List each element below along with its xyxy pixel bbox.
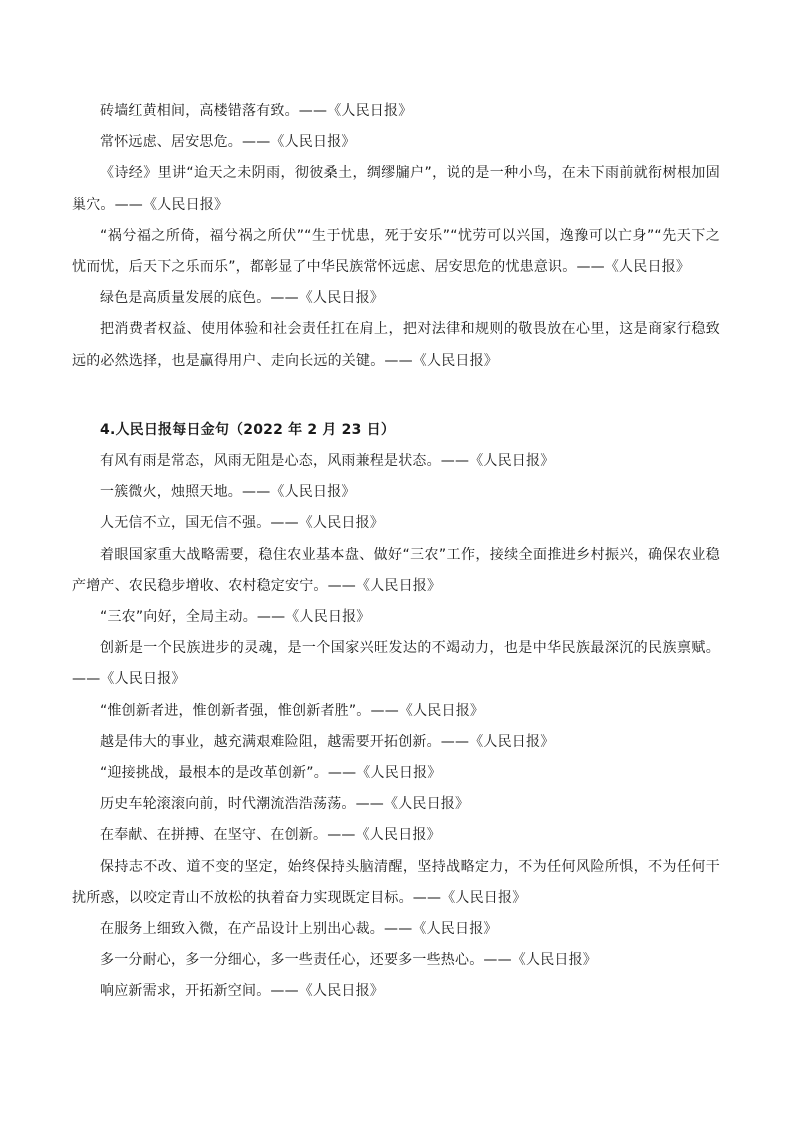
quote-paragraph: 《诗经》里讲“迨天之未阴雨，彻彼桑土，绸缪牖户”，说的是一种小鸟，在未下雨前就衔树根加固巢穴。——《人民日报》 <box>72 165 720 213</box>
quote-paragraph: 把消费者权益、使用体验和社会责任扛在肩上，把对法律和规则的敬畏放在心里，这是商家行稳致远的必然选择，也是赢得用户、走向长远的关键。——《人民日报》 <box>72 321 720 369</box>
document-page <box>72 96 720 1008</box>
quote-paragraph: 在服务上细致入微，在产品设计上别出心裁。——《人民日报》 <box>100 921 498 938</box>
section-gap <box>72 377 720 415</box>
quote-paragraph: “迎接挑战，最根本的是改革创新”。——《人民日报》 <box>100 765 442 782</box>
quote-paragraph: 绿色是高质量发展的底色。——《人民日报》 <box>100 290 384 307</box>
quote-paragraph: 常怀远虑、居安思危。——《人民日报》 <box>100 134 356 151</box>
quote-paragraph: 着眼国家重大战略需要，稳住农业基本盘、做好“三农”工作，接续全面推进乡村振兴，确保农业稳产增产、农民稳步增收、农村稳定安宁。——《人民日报》 <box>72 546 720 594</box>
section-4 <box>72 415 720 1008</box>
quote-paragraph: “祸兮福之所倚，福兮祸之所伏”“生于忧患，死于安乐”“忧劳可以兴国，逸豫可以亡身”“先天下之忧而忧，后天下之乐而乐”，都彰显了中华民族常怀远虑、居安思危的忧患意识。——《人民日报》 <box>72 227 720 276</box>
quote-paragraph: 砖墙红黄相间，高楼错落有致。——《人民日报》 <box>100 103 413 119</box>
quote-paragraph: 在奉献、在拼搏、在坚守、在创新。——《人民日报》 <box>100 827 441 844</box>
quote-paragraph: 保持志不改、道不变的坚定，始终保持头脑清醒，坚持战略定力，不为任何风险所惧，不为任何干扰所惑，以咬定青山不放松的执着奋力实现既定目标。——《人民日报》 <box>72 858 720 906</box>
quote-paragraph: “三农”向好，全局主动。——《人民日报》 <box>100 609 371 626</box>
quote-paragraph: 人无信不立，国无信不强。——《人民日报》 <box>100 515 384 532</box>
quote-paragraph: “惟创新者进，惟创新者强，惟创新者胜”。——《人民日报》 <box>100 702 485 719</box>
quote-paragraph: 有风有雨是常态，风雨无阻是心态，风雨兼程是状态。——《人民日报》 <box>100 453 555 470</box>
quote-paragraph: 历史车轮滚滚向前，时代潮流浩浩荡荡。——《人民日报》 <box>100 796 470 813</box>
quote-paragraph: 多一分耐心，多一分细心，多一些责任心，还要多一些热心。——《人民日报》 <box>100 952 597 969</box>
previous-section-quotes <box>72 96 720 377</box>
quote-paragraph: 一簇微火，烛照天地。——《人民日报》 <box>100 484 356 501</box>
quote-paragraph: 创新是一个民族进步的灵魂，是一个国家兴旺发达的不竭动力，也是中华民族最深沉的民族禀赋。——《人民日报》 <box>72 640 720 688</box>
quote-paragraph: 越是伟大的事业，越充满艰难险阻，越需要开拓创新。——《人民日报》 <box>100 733 555 750</box>
quote-paragraph: 响应新需求，开拓新空间。——《人民日报》 <box>100 983 384 1000</box>
section-heading: 4.人民日报每日金句（2022 年 2 月 23 日） <box>100 421 396 438</box>
